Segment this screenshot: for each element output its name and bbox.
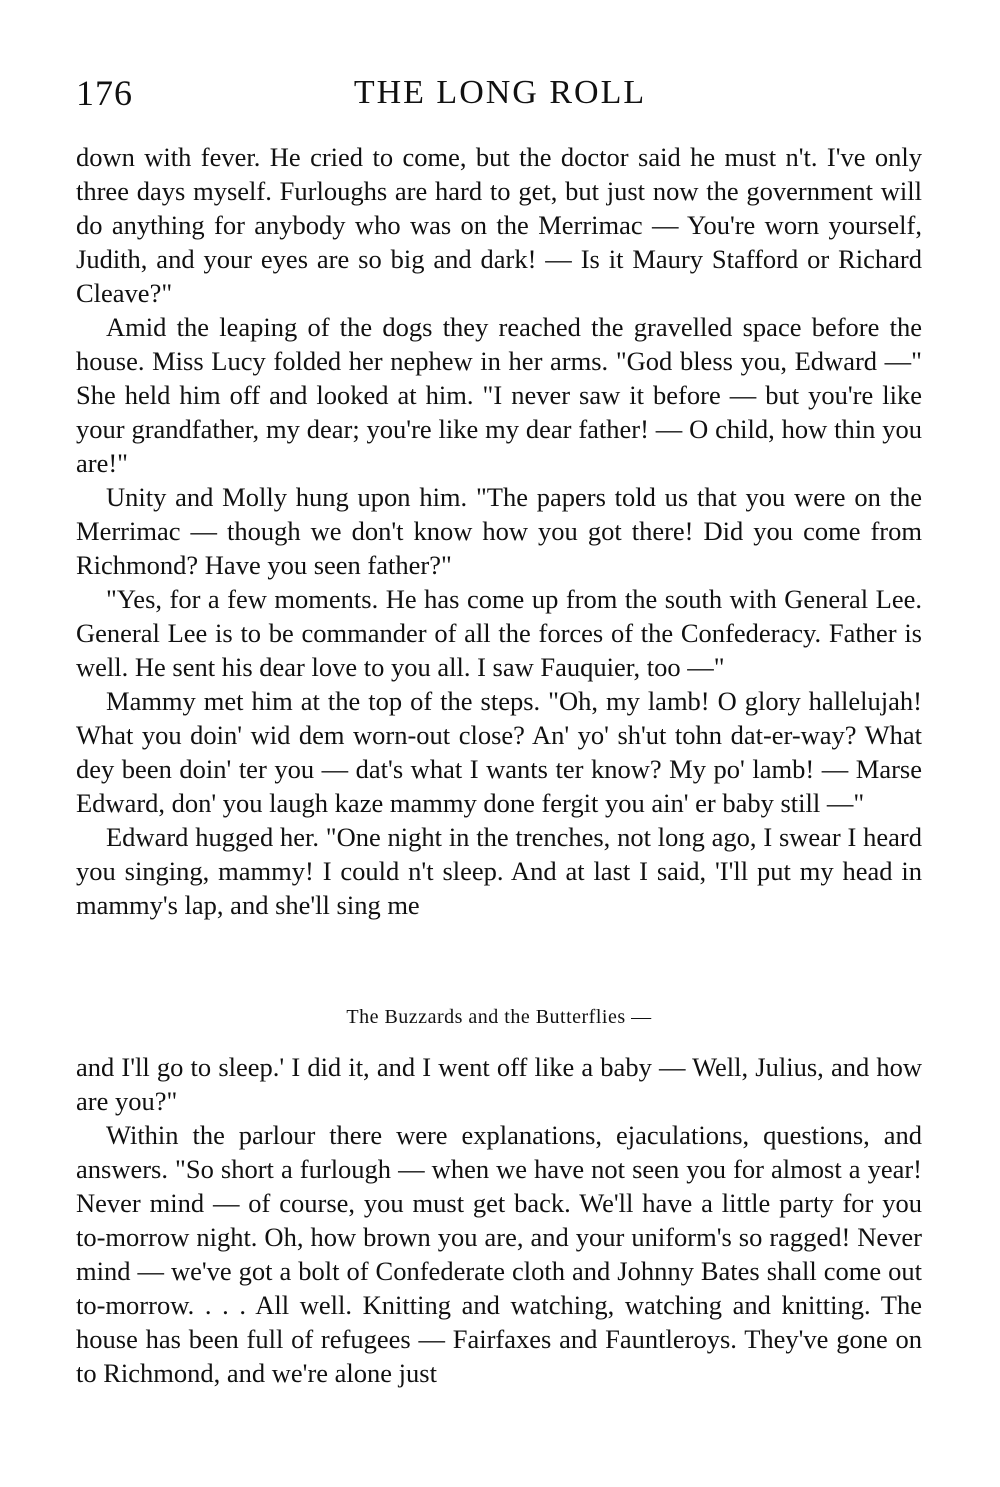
song-title-line: The Buzzards and the Butterflies — — [346, 1006, 652, 1028]
paragraph: Edward hugged her. "One night in the trenches, not long ago, I swear I heard you singing, mammy! I could n't sleep. And at last I said, 'I'll put my head in mammy's lap, and she'll sing me — [76, 822, 922, 920]
paragraph: and I'll go to sleep.' I did it, and I went off like a baby — Well, Julius, and how are you?" — [76, 1052, 922, 1116]
paragraph: down with fever. He cried to come, but the doctor said he must n't. I've only three days myself. Furloughs are hard to get, but just now the government will do anything for anybody who was on the Merrimac — You're worn yourself, Judith, and your eyes are so big and dark! — Is it Maury Stafford or Richard Cleave?" — [76, 142, 922, 308]
paragraph: Amid the leaping of the dogs they reached the gravelled space before the house. Miss Lucy folded her nephew in her arms. "God bless you, Edward —" She held him off and looked at him. "I never saw it before — but you're like your grandfather, my dear; you're like my dear father! — O child, how thin you are!" — [76, 312, 922, 478]
paragraph: Unity and Molly hung upon him. "The papers told us that you were on the Merrimac — though we don't know how you got there! Did you come from Richmond? Have you seen father?" — [76, 482, 922, 580]
page-number: 176 — [76, 73, 133, 113]
paragraph: Within the parlour there were explanations, ejaculations, questions, and answers. "So short a furlough — when we have not seen you for almost a year! Never mind — of course, you must get back. We'll have a little party for you to-morrow night. Oh, how brown you are, and your uniform's so ragged! Never mind — we've got a bolt of Confederate cloth and Johnny Bates shall come out to-morrow. . . . All well. Knitting and watching, watching and knitting. The house has been full of refugees — Fairfaxes and Fauntleroys. They've gone on to Richmond, and we're alone just — [76, 1120, 922, 1388]
paragraph: "Yes, for a few moments. He has come up from the south with General Lee. General Lee is to be commander of all the forces of the Confederacy. Father is well. He sent his dear love to you all. I saw Fauquier, too —" — [76, 584, 922, 682]
page-header — [76, 72, 924, 122]
text-block-after-verse — [76, 1050, 922, 1390]
text-block-before-verse — [76, 140, 922, 922]
running-title: THE LONG ROLL — [353, 74, 647, 111]
paragraph: Mammy met him at the top of the steps. "Oh, my lamb! O glory hallelujah! What you doin' wid dem worn-out close? An' yo' sh'ut tohn dat-er-way? What dey been doin' ter you — dat's what I wants ter know? My po' lamb! — Marse Edward, don' you laugh kaze mammy done fergit you ain' er baby still —" — [76, 686, 922, 818]
